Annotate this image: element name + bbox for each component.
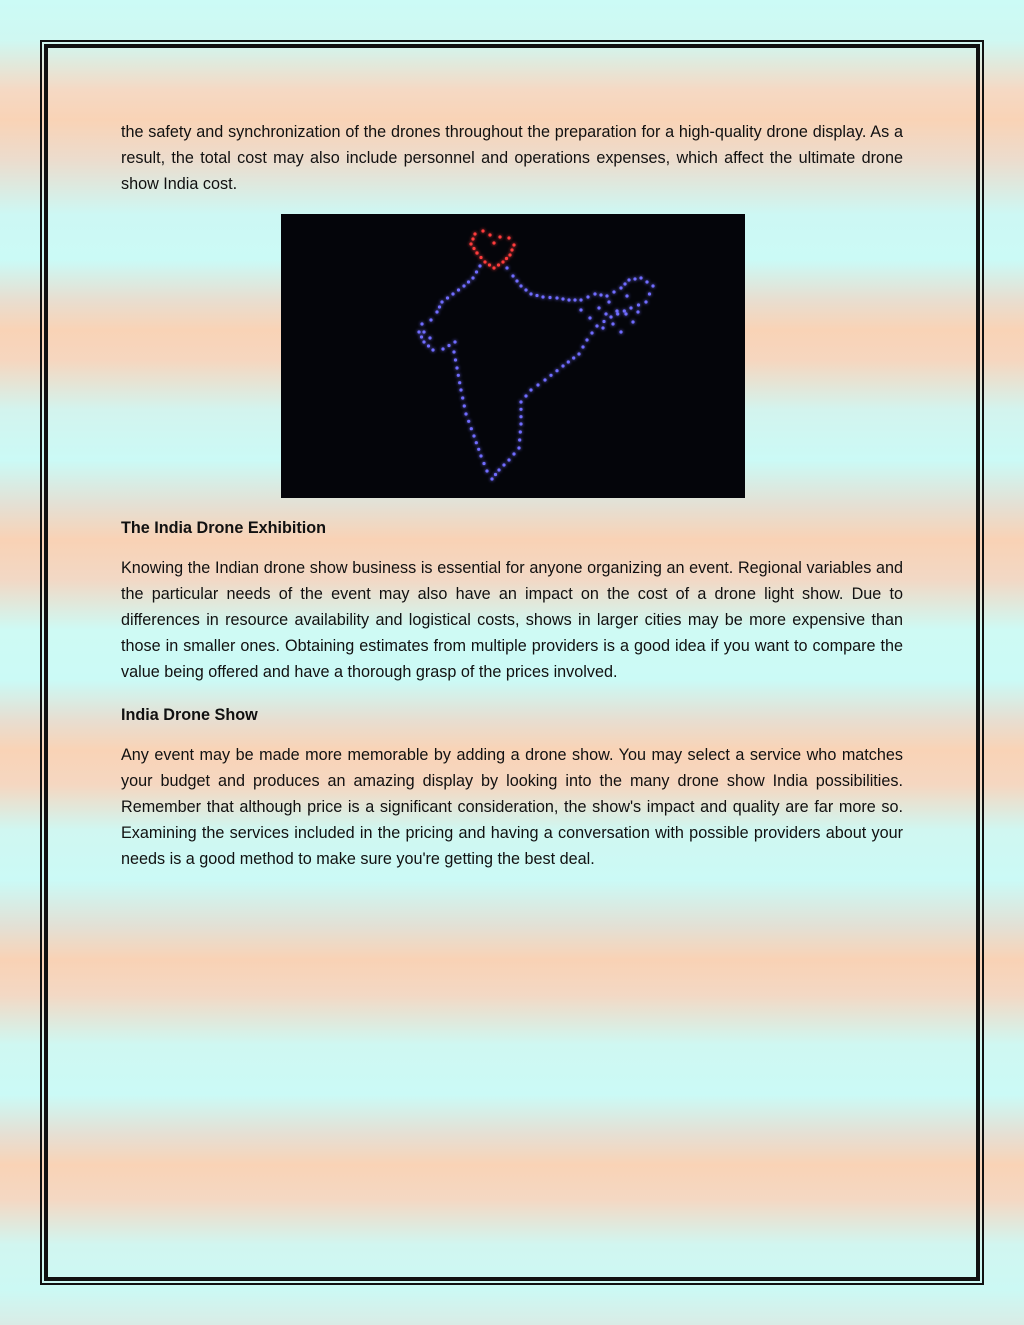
drone-light-heart (479, 256, 482, 259)
drone-light-map (597, 306, 600, 309)
drone-light-map (586, 295, 589, 298)
drone-light-map (529, 388, 532, 391)
drone-light-map (471, 276, 474, 279)
drone-light-map (472, 434, 475, 437)
drone-light-map (519, 400, 522, 403)
drone-light-map (507, 458, 510, 461)
drone-light-map (438, 305, 441, 308)
drone-light-map (590, 331, 593, 334)
drone-light-heart (473, 232, 476, 235)
drone-light-map (579, 308, 582, 311)
drone-light-map (479, 454, 482, 457)
paragraph-drone-show-event: Any event may be made more memorable by adding a drone show. You may select a service who matches your budget and produces an amazing display by looking into the many drone show India possibilities. Remember that although price is a significant consideration, the show's impact and quality are far more so. Examining the services included in the pricing and having a conversation with possible providers about your needs is a good method to make sure you're getting the best deal. (121, 746, 903, 868)
drone-light-map (593, 292, 596, 295)
drone-light-map (467, 420, 470, 423)
drone-light-heart (472, 247, 475, 250)
drone-light-heart (498, 235, 501, 238)
drone-light-map (462, 284, 465, 287)
drone-light-map (629, 306, 632, 309)
drone-light-map (457, 288, 460, 291)
drone-light-map (461, 396, 464, 399)
drone-light-map (605, 294, 608, 297)
drone-light-map (624, 312, 627, 315)
drone-light-map (567, 298, 570, 301)
drone-light-map (420, 335, 423, 338)
paragraph-drone-business: Knowing the Indian drone show business is essential for anyone organizing an event. Regional variables and the particular needs of the event may also have an impact on the cost of a drone light show. Due to differences in resource availability and logistical costs, shows in larger cities may be more expensive than those in smaller ones. Obtaining estimates from multiple providers is a good idea if you want to compare the value being offered and have a thorough grasp of the prices involved. (121, 559, 903, 681)
drone-light-map (452, 350, 455, 353)
drone-light-map (512, 452, 515, 455)
drone-light-map (475, 270, 478, 273)
drone-light-map (429, 318, 432, 321)
drone-light-map (623, 309, 626, 312)
drone-light-heart (488, 233, 491, 236)
drone-light-map (548, 296, 551, 299)
drone-light-heart (475, 251, 478, 254)
drone-light-heart (481, 229, 484, 232)
drone-light-map (453, 340, 456, 343)
drone-light-map (645, 280, 648, 283)
drone-light-heart (492, 241, 495, 244)
drone-show-photo (281, 214, 745, 498)
drone-light-map (505, 266, 508, 269)
drone-light-heart (505, 257, 508, 260)
drone-light-map (422, 340, 425, 343)
drone-light-map (482, 462, 485, 465)
drone-light-map (611, 322, 614, 325)
drone-light-map (602, 320, 605, 323)
drone-light-map (535, 294, 538, 297)
drone-light-map (619, 330, 622, 333)
drone-light-map (497, 468, 500, 471)
drone-light-map (541, 295, 544, 298)
drone-light-map (441, 347, 444, 350)
drone-light-map (502, 463, 505, 466)
drone-light-heart (507, 236, 510, 239)
drone-light-heart (510, 248, 513, 251)
drone-light-map (601, 326, 604, 329)
drone-light-map (612, 290, 615, 293)
drone-light-map (604, 312, 607, 315)
drone-light-map (458, 381, 461, 384)
drone-light-map (470, 427, 473, 430)
drone-light-map (519, 430, 522, 433)
drone-light-map (636, 310, 639, 313)
drone-light-map (585, 338, 588, 341)
drone-light-heart (471, 237, 474, 240)
drone-light-map (561, 297, 564, 300)
drone-light-map (639, 276, 642, 279)
drone-light-map (457, 374, 460, 377)
drone-light-map (651, 284, 654, 287)
drone-light-map (517, 446, 520, 449)
drone-light-heart (488, 263, 491, 266)
drone-light-map (431, 348, 434, 351)
drone-light-map (467, 280, 470, 283)
drone-light-map (519, 284, 522, 287)
drone-light-map (573, 298, 576, 301)
drone-light-map (615, 309, 618, 312)
drone-light-map (422, 330, 425, 333)
heading-india-drone-show: India Drone Show (121, 706, 258, 724)
drone-light-map (619, 286, 622, 289)
drone-light-map (637, 303, 640, 306)
drone-light-map (478, 264, 481, 267)
drone-light-map (648, 292, 651, 295)
drone-light-map (588, 316, 591, 319)
drone-light-map (633, 277, 636, 280)
drone-light-map (577, 352, 580, 355)
drone-light-map (464, 412, 467, 415)
drone-light-map (435, 310, 438, 313)
drone-light-map (485, 469, 488, 472)
drone-light-map (519, 408, 522, 411)
drone-map-illustration (281, 214, 745, 498)
drone-light-map (581, 345, 584, 348)
drone-light-map (549, 374, 552, 377)
drone-light-map (515, 279, 518, 282)
drone-light-map (519, 415, 522, 418)
heading-india-drone-exhibition: The India Drone Exhibition (121, 519, 327, 537)
drone-light-map (420, 322, 423, 325)
drone-light-map (599, 293, 602, 296)
paragraph-cost-intro: the safety and synchronization of the drones throughout the preparation for a high-quality drone display. As a result, the total cost may also include personnel and operations expenses, which affect the ultimate drone show India cost. (121, 123, 903, 193)
drone-light-heart (497, 263, 500, 266)
drone-light-heart (508, 253, 511, 256)
drone-light-map (555, 369, 558, 372)
drone-light-map (623, 282, 626, 285)
drone-light-map (477, 448, 480, 451)
drone-light-map (455, 366, 458, 369)
drone-light-map (454, 358, 457, 361)
drone-light-map (529, 292, 532, 295)
drone-light-heart (483, 260, 486, 263)
drone-light-map (607, 300, 610, 303)
drone-light-map (459, 388, 462, 391)
drone-light-map (616, 312, 619, 315)
drone-light-map (644, 300, 647, 303)
drone-light-map (631, 320, 634, 323)
drone-light-map (561, 364, 564, 367)
drone-light-heart (469, 242, 472, 245)
drone-light-map (579, 298, 582, 301)
drone-light-map (518, 438, 521, 441)
drone-light-map (475, 441, 478, 444)
drone-light-map (543, 378, 546, 381)
drone-light-map (490, 477, 493, 480)
drone-light-map (417, 330, 420, 333)
drone-light-map (595, 324, 598, 327)
drone-light-map (567, 360, 570, 363)
drone-light-map (524, 394, 527, 397)
drone-light-map (447, 344, 450, 347)
drone-light-heart (492, 266, 495, 269)
drone-light-map (524, 288, 527, 291)
drone-light-map (446, 296, 449, 299)
drone-light-map (572, 356, 575, 359)
drone-light-map (511, 274, 514, 277)
drone-light-map (494, 473, 497, 476)
drone-light-map (440, 300, 443, 303)
drone-light-map (428, 336, 431, 339)
drone-light-heart (501, 260, 504, 263)
drone-light-map (536, 383, 539, 386)
drone-light-heart (512, 243, 515, 246)
drone-light-map (625, 294, 628, 297)
drone-light-map (609, 315, 612, 318)
drone-light-map (427, 344, 430, 347)
document-body (121, 119, 903, 872)
drone-light-map (555, 296, 558, 299)
drone-light-map (519, 422, 522, 425)
drone-light-map (463, 404, 466, 407)
drone-light-map (451, 292, 454, 295)
drone-light-map (627, 278, 630, 281)
